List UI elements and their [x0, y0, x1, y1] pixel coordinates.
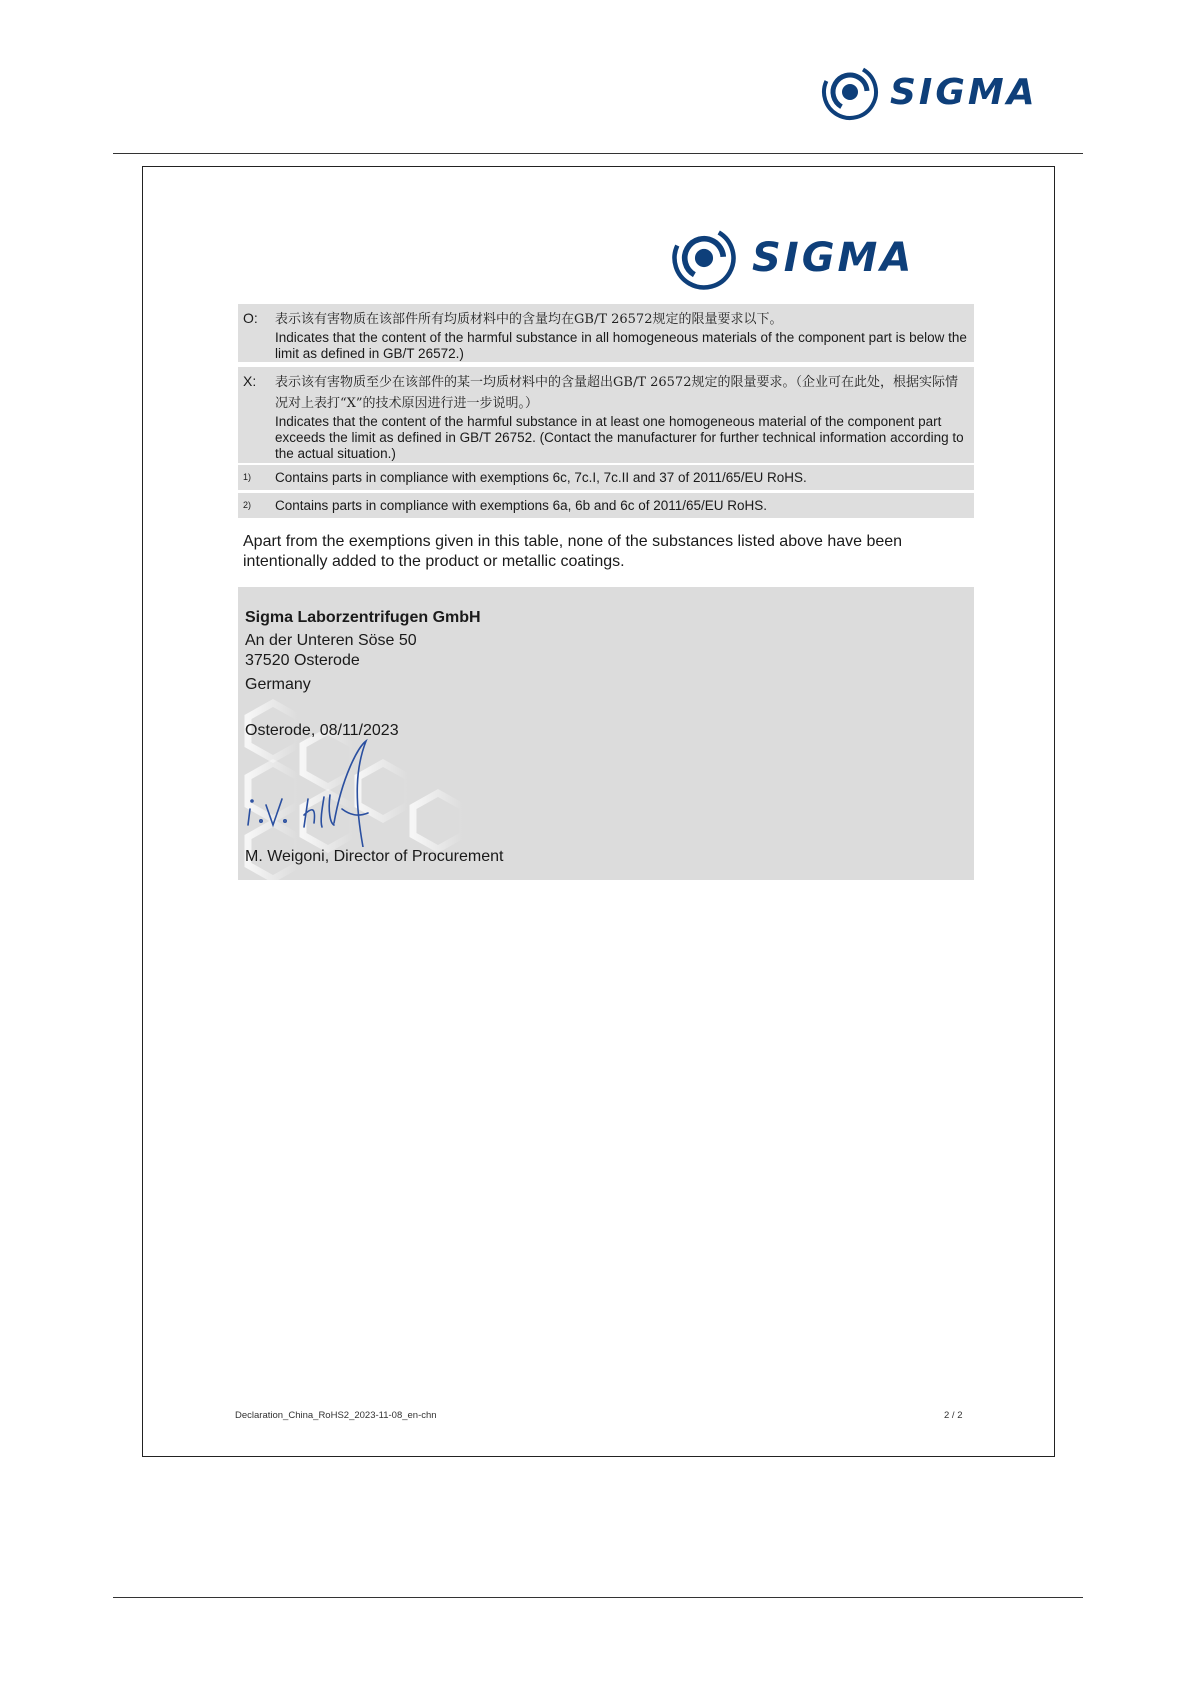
note-key: O:	[243, 310, 258, 326]
note-row-o	[238, 304, 974, 362]
company-city: 37520 Osterode	[245, 652, 360, 669]
sigma-swirl-icon	[670, 224, 738, 292]
document-logo	[670, 224, 914, 292]
footer-rule	[113, 1597, 1083, 1598]
note-key: X:	[243, 373, 257, 389]
company-street: An der Unteren Söse 50	[245, 632, 417, 649]
header-logo	[820, 62, 1038, 122]
sigma-swirl-icon	[820, 62, 880, 122]
note-key: 2)	[243, 500, 252, 510]
company-name: Sigma Laborzentrifugen GmbH	[245, 609, 481, 626]
note-row-footnote-2	[238, 493, 974, 518]
note-text-en: Contains parts in compliance with exemptions 6a, 6b and 6c of 2011/65/EU RoHS.	[275, 498, 768, 513]
header-logo-text: SIGMA	[890, 71, 1038, 113]
place-date: Osterode, 08/11/2023	[245, 722, 399, 739]
footer-filename: Declaration_China_RoHS2_2023-11-08_en-chn	[235, 1410, 437, 1421]
note-key: 1)	[243, 472, 252, 482]
address-block	[238, 587, 974, 880]
note-text-en: Indicates that the content of the harmful substance in at least one homogeneous material of the component part exceeds the limit as defined in GB/T 26752. (Contact the manufacturer for further technical information according to the actual situation.)	[275, 414, 964, 461]
note-text-en: Contains parts in compliance with exemptions 6c, 7c.I, 7c.II and 37 of 2011/65/EU RoHS.	[275, 470, 807, 485]
note-row-x	[238, 367, 974, 463]
note-text-cn: 表示该有害物质在该部件所有均质材料中的含量均在GB/T 26572规定的限量要求以下。	[275, 312, 783, 327]
document-logo-text: SIGMA	[752, 235, 915, 281]
company-country: Germany	[245, 676, 311, 693]
note-text-cn: 表示该有害物质至少在该部件的某一均质材料中的含量超出GB/T 26572规定的限量要求。（企业可在此处，根据实际情况对上表打“X”的技术原因进行进一步说明。）	[275, 375, 958, 411]
note-row-footnote-1	[238, 465, 974, 490]
note-text-en: Indicates that the content of the harmful substance in all homogeneous materials of the component part is below the limit as defined in GB/T 26572.)	[275, 330, 967, 361]
signature-image	[238, 737, 388, 847]
signatory-name: M. Weigoni, Director of Procurement	[245, 848, 504, 865]
header-rule	[113, 153, 1083, 154]
exemption-statement: Apart from the exemptions given in this table, none of the substances listed above have been intentionally added to the product or metallic coatings.	[243, 533, 903, 570]
footer-page-number: 2 / 2	[944, 1410, 963, 1421]
